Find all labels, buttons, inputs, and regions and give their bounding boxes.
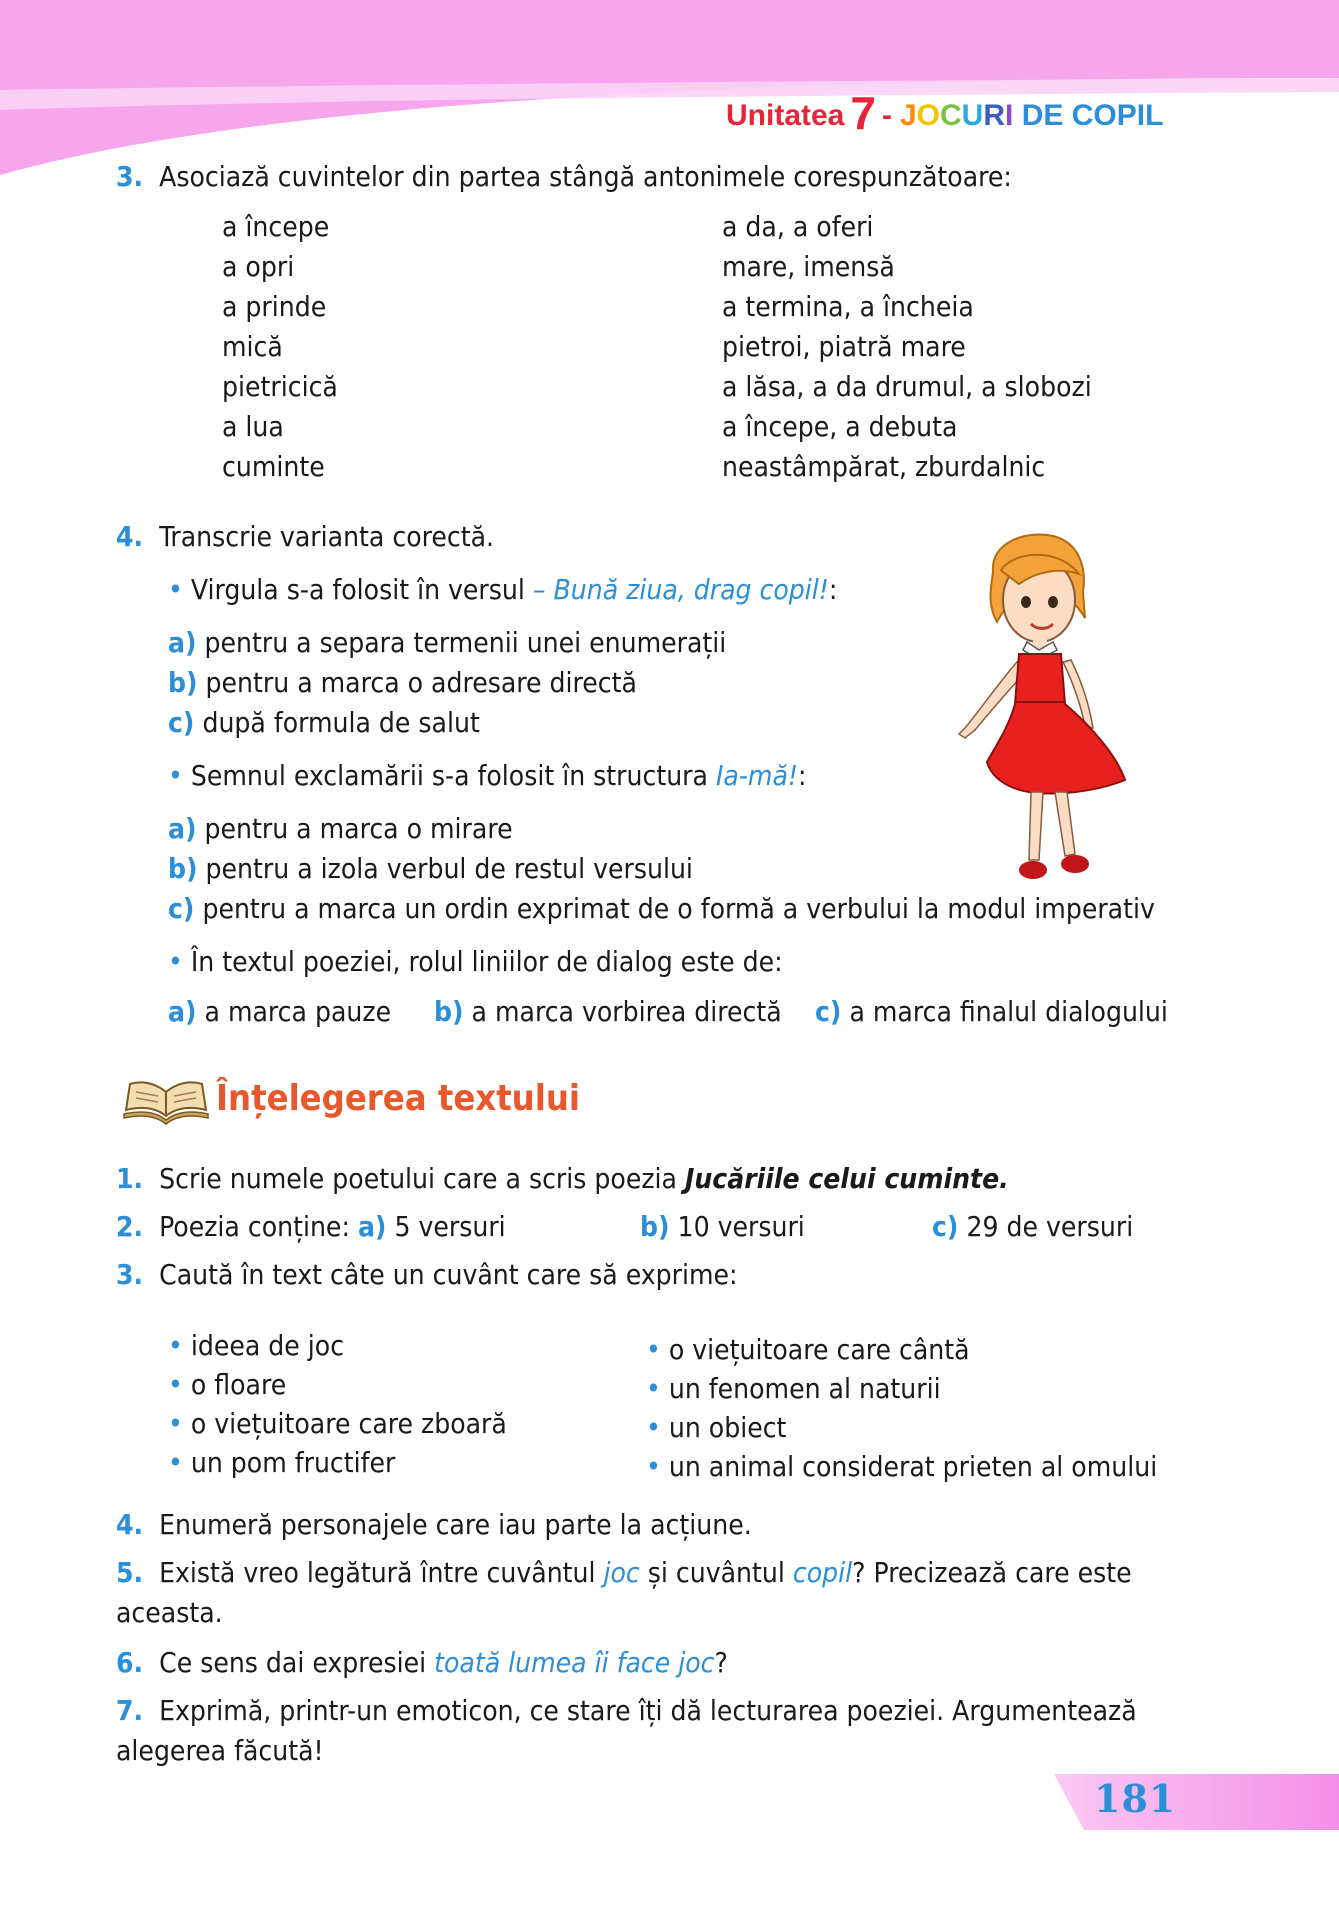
- ex4-q3-text: În textul poeziei, rolul liniilor de dialog este de:: [190, 945, 783, 978]
- option-text: 5 versuri: [386, 1210, 506, 1243]
- item-number: 3.: [116, 1258, 144, 1291]
- comp-item-3: [116, 1258, 738, 1291]
- comp-item-5: [116, 1556, 1132, 1589]
- item-number: 2.: [116, 1210, 144, 1243]
- section-title: Înțelegerea textului: [216, 1078, 580, 1119]
- option-text: a marca pauze: [196, 995, 392, 1028]
- unit-dash: -: [881, 99, 892, 132]
- unit-title-rainbow: [900, 99, 1163, 132]
- ex4-text: Transcrie varianta corectă.: [159, 520, 495, 553]
- option-text: 29 de versuri: [958, 1210, 1134, 1243]
- ex3-instruction: [116, 160, 1012, 193]
- ex4-number: 4.: [116, 520, 144, 553]
- list-item: [646, 1330, 1157, 1369]
- antonym-item: [722, 247, 1092, 287]
- unit-title-letter: I: [1136, 99, 1146, 132]
- item-number: 4.: [116, 1508, 144, 1541]
- ex4-q1-options: [168, 623, 726, 743]
- option-letter: c): [168, 892, 195, 925]
- option-letter: a): [168, 995, 197, 1028]
- option-text: pentru a marca o mirare: [196, 812, 513, 845]
- option-text: a marca vorbirea directă: [463, 995, 782, 1028]
- option-letter: a): [168, 626, 197, 659]
- comp-item-3-right-list: [646, 1330, 1157, 1486]
- option-text: după formula de salut: [194, 706, 480, 739]
- unit-title-letter: U: [961, 99, 984, 132]
- unit-title-letter: O: [1093, 99, 1117, 132]
- word-item: [222, 407, 338, 447]
- list-item-text: un pom fructifer: [190, 1446, 396, 1479]
- option-text: pentru a marca o adresare directă: [197, 666, 637, 699]
- word-item: [222, 207, 338, 247]
- item-text: Caută în text câte un cuvânt care să exprime:: [159, 1258, 738, 1291]
- word-item-text: a prinde: [222, 290, 327, 323]
- antonym-item: [722, 447, 1092, 487]
- option-letter: b): [434, 995, 464, 1028]
- ex4-q3-option-b: [434, 995, 782, 1028]
- comp-item-5-line2: aceasta.: [116, 1596, 223, 1629]
- list-item-text: un fenomen al naturii: [668, 1372, 941, 1405]
- antonym-item: [722, 407, 1092, 447]
- word-item-text: a opri: [222, 250, 295, 283]
- item-text: Ce sens dai expresiei: [159, 1646, 435, 1679]
- list-item: [168, 1404, 507, 1443]
- unit-title-letter: L: [1145, 99, 1164, 132]
- word-item: [222, 327, 338, 367]
- unit-title-letter: P: [1116, 99, 1137, 132]
- item-text: ?: [714, 1646, 728, 1679]
- list-item-text: o viețuitoare care cântă: [668, 1333, 970, 1366]
- comp-item-6: [116, 1646, 728, 1679]
- list-item: [168, 1365, 507, 1404]
- option-text: pentru a separa termenii unei enumerații: [196, 626, 727, 659]
- item-number: 6.: [116, 1646, 144, 1679]
- comp-item-1: [116, 1162, 1009, 1195]
- ex4-q2-end: :: [798, 759, 807, 792]
- item-number: 7.: [116, 1694, 144, 1727]
- item-text: Există vreo legătură între cuvântul: [159, 1556, 604, 1589]
- bullet: •: [168, 1368, 191, 1401]
- option-letter: c): [932, 1210, 959, 1243]
- ex4-q3: [168, 945, 783, 978]
- antonym-item-text: pietroi, piatră mare: [722, 330, 966, 363]
- word-item-text: a începe: [222, 210, 330, 243]
- ex4-q1: [168, 573, 837, 606]
- unit-title-letter: C: [1071, 99, 1094, 132]
- antonym-item-text: a termina, a încheia: [722, 290, 974, 323]
- list-item-text: ideea de joc: [190, 1329, 345, 1362]
- bullet: •: [168, 945, 183, 978]
- unit-title: [726, 82, 1164, 139]
- item-text: Exprimă, printr-un emoticon, ce stare îți dă lecturarea poeziei. Argumentează: [159, 1694, 1137, 1727]
- comp-item-4: [116, 1508, 752, 1541]
- comp-item-2: [116, 1210, 506, 1243]
- ex4-instruction: [116, 520, 494, 553]
- option-letter: c): [815, 995, 842, 1028]
- unit-title-letter: I: [1005, 99, 1014, 132]
- word-item: [222, 367, 338, 407]
- option-text: a marca finalul dialogului: [841, 995, 1168, 1028]
- antonym-item: [722, 327, 1092, 367]
- ex3-number: 3.: [116, 160, 144, 193]
- girl-in-red-dress-illustration: [935, 530, 1135, 892]
- item-text: Enumeră personajele care iau parte la acțiune.: [159, 1508, 752, 1541]
- bullet: •: [646, 1450, 669, 1483]
- bullet: •: [168, 759, 183, 792]
- item-text: Scrie numele poetului care a scris poezia: [159, 1162, 685, 1195]
- ex3-left-column: [222, 207, 338, 487]
- word-item-text: a lua: [222, 410, 284, 443]
- list-item: [646, 1447, 1157, 1486]
- list-item-text: o viețuitoare care zboară: [190, 1407, 507, 1440]
- ex4-q2-text: Semnul exclamării s-a folosit în structura: [190, 759, 716, 792]
- option-text: 10 versuri: [669, 1210, 805, 1243]
- option-text: pentru a izola verbul de restul versului: [197, 852, 693, 885]
- word-item-text: pietricică: [222, 370, 338, 403]
- unit-title-letter: O: [916, 99, 940, 132]
- ex4-q1-text: Virgula s-a folosit în versul: [190, 573, 533, 606]
- ex4-q1-quote: – Bună ziua, drag copil!: [532, 573, 829, 606]
- option-letter: b): [168, 666, 198, 699]
- antonym-item: [722, 207, 1092, 247]
- unit-number: 7: [850, 87, 876, 139]
- ex3-right-column: [722, 207, 1092, 487]
- bullet: •: [168, 1329, 191, 1362]
- highlight-word: joc: [603, 1556, 640, 1589]
- list-item-text: o floare: [190, 1368, 287, 1401]
- option-letter: c): [168, 706, 195, 739]
- word-item-text: cuminte: [222, 450, 325, 483]
- bullet: •: [168, 573, 183, 606]
- word-item: [222, 287, 338, 327]
- antonym-item: [722, 287, 1092, 327]
- word-item: [222, 447, 338, 487]
- list-item: [646, 1408, 1157, 1447]
- word-item-text: mică: [222, 330, 283, 363]
- item-text: ? Precizează care este: [852, 1556, 1132, 1589]
- open-book-icon: [122, 1066, 210, 1128]
- bullet: •: [646, 1333, 669, 1366]
- option-letter: b): [640, 1210, 670, 1243]
- list-item-text: un obiect: [668, 1411, 787, 1444]
- list-item-text: un animal considerat prieten al omului: [668, 1450, 1158, 1483]
- comp-item-7: [116, 1694, 1137, 1727]
- bullet: •: [168, 1446, 191, 1479]
- antonym-item: [722, 367, 1092, 407]
- comp-item-2-option-c: [932, 1210, 1133, 1243]
- ex4-q1-end: :: [828, 573, 838, 606]
- item-number: 5.: [116, 1556, 144, 1589]
- highlight-word: copil: [792, 1556, 853, 1589]
- word-item: [222, 247, 338, 287]
- unit-title-letter: D: [1021, 99, 1044, 132]
- ex4-q3-option-a: [168, 995, 391, 1028]
- list-item: [168, 1443, 507, 1482]
- option-letter: a): [168, 812, 197, 845]
- unit-title-letter: R: [983, 99, 1005, 132]
- list-item: [168, 1326, 507, 1365]
- ex4-q3-option-c: [815, 995, 1168, 1028]
- highlight-phrase: toată lumea îi face joc: [434, 1646, 715, 1679]
- unit-title-letter: J: [899, 99, 917, 132]
- antonym-item-text: a da, a oferi: [722, 210, 874, 243]
- list-item: [646, 1369, 1157, 1408]
- unit-title-letter: [1013, 99, 1021, 132]
- antonym-item-text: neastâmpărat, zburdalnic: [722, 450, 1046, 483]
- item-text: Poezia conține:: [159, 1210, 358, 1243]
- item-text: și cuvântul: [639, 1556, 793, 1589]
- unit-title-letter: E: [1043, 99, 1064, 132]
- unit-label: Unitatea: [726, 99, 845, 132]
- antonym-item-text: a lăsa, a da drumul, a slobozi: [722, 370, 1092, 403]
- bullet: •: [646, 1372, 669, 1405]
- option-text: pentru a marca un ordin exprimat de o formă a verbului la modul imperativ: [194, 892, 1155, 925]
- comp-item-3-left-list: [168, 1326, 507, 1482]
- comp-item-2-option-b: [640, 1210, 805, 1243]
- antonym-item-text: a începe, a debuta: [722, 410, 958, 443]
- option-letter: b): [168, 852, 198, 885]
- option-letter: a): [357, 1210, 387, 1243]
- ex4-q2-quote: Ia-mă!: [715, 759, 798, 792]
- item-number: 1.: [116, 1162, 144, 1195]
- ex4-q2: [168, 759, 807, 792]
- comp-item-7-line2: alegerea făcută!: [116, 1734, 324, 1767]
- bullet: •: [646, 1411, 669, 1444]
- antonym-item-text: mare, imensă: [722, 250, 895, 283]
- bullet: •: [168, 1407, 191, 1440]
- poem-title: Jucăriile celui cuminte.: [684, 1162, 1009, 1195]
- ex3-text: Asociază cuvintelor din partea stângă antonimele corespunzătoare:: [159, 160, 1012, 193]
- unit-title-letter: C: [939, 99, 962, 132]
- unit-title-letter: [1063, 99, 1071, 132]
- page-number: 181: [1094, 1776, 1177, 1821]
